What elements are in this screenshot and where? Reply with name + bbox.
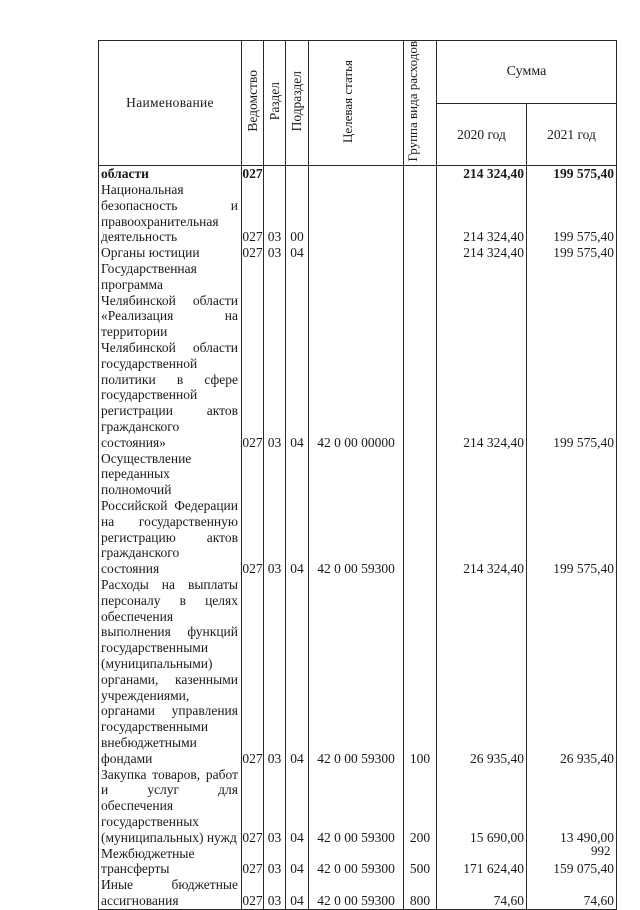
cell-sum-2020: 214 324,40 xyxy=(437,166,527,182)
cell-section: 03 xyxy=(264,182,286,245)
cell-name: Межбюджетные трансферты xyxy=(99,846,242,878)
table-row xyxy=(99,877,617,909)
header-year-2020: 2020 год xyxy=(437,103,527,166)
cell-department: 027 xyxy=(242,166,263,182)
table-row xyxy=(99,846,617,878)
page-number: 992 xyxy=(591,843,611,858)
cell-expense-type-group: 200 xyxy=(404,767,437,846)
table-row xyxy=(99,451,617,577)
cell-sum-2021: 199 575,40 xyxy=(527,451,617,577)
table-row xyxy=(99,166,617,182)
cell-sum-2020: 74,60 xyxy=(437,877,527,909)
cell-sum-2020: 214 324,40 xyxy=(437,182,527,245)
cell-department: 027 xyxy=(242,767,264,846)
cell-name: Органы юстиции xyxy=(99,245,242,261)
cell-target-article xyxy=(309,182,404,245)
header-name: Наименование xyxy=(99,41,242,166)
cell-target-article: 42 0 00 59300 xyxy=(309,577,404,767)
cell-sum-2020: 15 690,00 xyxy=(437,767,527,846)
cell-department: 027 xyxy=(242,877,264,909)
header-section: Раздел xyxy=(264,41,286,166)
cell-expense-type-group xyxy=(404,182,437,245)
header-subsection: Подраздел xyxy=(286,41,309,166)
cell-target-article: 42 0 00 59300 xyxy=(309,846,404,878)
budget-table-container xyxy=(98,40,617,910)
cell-target-article xyxy=(309,166,404,182)
cell-name: Расходы на выплаты персоналу в целях обеспечения выполнения функций государственными (муниципальными) органами, казенными учреждениями, органами управления государственными внебюджетными фондами xyxy=(99,577,242,767)
budget-table xyxy=(98,40,617,910)
cell-name: Закупка товаров, работ и услуг для обеспечения государственных (муниципальных) нужд xyxy=(99,767,242,846)
cell-section: 03 xyxy=(264,451,286,577)
cell-department: 027 xyxy=(242,577,264,767)
table-row xyxy=(99,245,617,261)
cell-section xyxy=(264,166,286,182)
cell-sum-2020: 214 324,40 xyxy=(437,245,527,261)
cell-sum-2021: 199 575,40 xyxy=(527,261,617,451)
cell-subsection: 04 xyxy=(286,846,309,878)
table-header xyxy=(99,41,617,166)
cell-sum-2020: 171 624,40 xyxy=(437,846,527,878)
cell-name: Национальная безопасность и правоохранительная деятельность xyxy=(99,182,242,245)
cell-section: 03 xyxy=(264,245,286,261)
cell-subsection xyxy=(286,166,309,182)
table-row xyxy=(99,767,617,846)
cell-section: 03 xyxy=(264,846,286,878)
cell-name: Осуществление переданных полномочий Российской Федерации на государственную регистрацию актов гражданского состояния xyxy=(99,451,242,577)
cell-sum-2021: 199 575,40 xyxy=(527,245,617,261)
cell-sum-2020: 214 324,40 xyxy=(437,261,527,451)
header-department: Ведомство xyxy=(242,41,264,166)
cell-sum-2021: 74,60 xyxy=(527,877,617,909)
cell-target-article: 42 0 00 59300 xyxy=(309,877,404,909)
cell-target-article: 42 0 00 59300 xyxy=(309,451,404,577)
cell-name: области xyxy=(99,166,242,182)
cell-expense-type-group: 800 xyxy=(404,877,437,909)
cell-subsection: 04 xyxy=(286,577,309,767)
cell-target-article xyxy=(309,245,404,261)
cell-department: 027 xyxy=(242,182,264,245)
cell-section: 03 xyxy=(264,877,286,909)
cell-department: 027 xyxy=(242,261,264,451)
header-target-article: Целевая статья xyxy=(309,41,404,166)
cell-section: 03 xyxy=(264,261,286,451)
cell-subsection: 04 xyxy=(286,451,309,577)
cell-department: 027 xyxy=(242,846,264,878)
cell-subsection: 04 xyxy=(286,767,309,846)
table-row xyxy=(99,577,617,767)
cell-expense-type-group xyxy=(404,261,437,451)
cell-sum-2021: 13 490,00 xyxy=(527,767,617,846)
cell-expense-type-group xyxy=(404,166,437,182)
cell-expense-type-group: 500 xyxy=(404,846,437,878)
cell-section: 03 xyxy=(264,577,286,767)
cell-target-article: 42 0 00 59300 xyxy=(309,767,404,846)
cell-department: 027 xyxy=(242,451,264,577)
cell-sum-2020: 26 935,40 xyxy=(437,577,527,767)
cell-department: 027 xyxy=(242,245,263,261)
header-year-2021: 2021 год xyxy=(527,103,617,166)
cell-sum-2021: 159 075,40 xyxy=(527,846,617,878)
cell-subsection: 04 xyxy=(286,245,309,261)
cell-expense-type-group xyxy=(404,451,437,577)
table-body xyxy=(99,166,617,909)
cell-section: 03 xyxy=(264,767,286,846)
cell-name: Государственная программа Челябинской области «Реализация на территории Челябинской области государственной политики в сфере государственной регистрации актов гражданского состояния» xyxy=(99,261,242,451)
cell-expense-type-group: 100 xyxy=(404,577,437,767)
cell-name: Иные бюджетные ассигнования xyxy=(99,877,242,909)
cell-target-article: 42 0 00 00000 xyxy=(309,261,404,451)
cell-sum-2020: 214 324,40 xyxy=(437,451,527,577)
cell-subsection: 04 xyxy=(286,261,309,451)
cell-subsection: 04 xyxy=(286,877,309,909)
cell-sum-2021: 199 575,40 xyxy=(527,182,617,245)
header-expense-type-group: Группа вида расходов xyxy=(404,41,437,166)
table-row xyxy=(99,182,617,245)
cell-expense-type-group xyxy=(404,245,437,261)
cell-sum-2021: 199 575,40 xyxy=(527,166,617,182)
table-row xyxy=(99,261,617,451)
cell-subsection: 00 xyxy=(286,182,309,245)
header-sum: Сумма xyxy=(437,41,617,104)
cell-sum-2021: 26 935,40 xyxy=(527,577,617,767)
